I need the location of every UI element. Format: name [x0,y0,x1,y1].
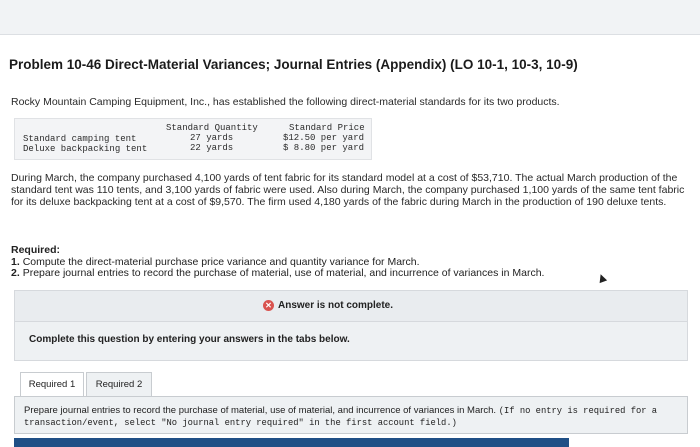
required-item-1-number: 1. [11,256,20,268]
tab-required-1[interactable]: Required 1 [20,372,84,398]
problem-paragraph: During March, the company purchased 4,100 yards of tent fabric for its standard model at a cost of $53,710. The actual March production of the standard tent was 110 tents, and 3,100 yards of fabric were used. Also during March, the company purchased 1,100 yards of the same tent fabric for its deluxe backpacking tent at a cost of $9,570. The firm used 4,180 yards of the fabric during March in the production of 190 deluxe tents. [11,172,685,208]
answer-status-bar [14,290,688,322]
panel-instruction [24,405,679,429]
top-band [0,0,700,35]
required-title: Required: [11,244,61,256]
row-quantity-deluxe-tent: 22 yards [190,143,234,153]
panel-instruction-text: Prepare journal entries to record the purchase of material, use of material, and incurrence of variances in March. [24,405,497,416]
instruction-bar [14,321,688,361]
intro-text: Rocky Mountain Camping Equipment, Inc., has established the following direct-material standards for its two products. [11,96,560,108]
panel-instruction-note: (If no entry is required for a transaction/event, select "No journal entry required" in the first account field.) [24,406,658,428]
row-price-standard-tent: $12.50 per yard [283,133,365,143]
answer-status-text: Answer is not complete. [278,300,394,311]
header-standard-price: Standard Price [289,123,365,133]
required-item-1-text: Compute the direct-material purchase price variance and quantity variance for March. [22,256,420,268]
row-price-deluxe-tent: $ 8.80 per yard [283,143,365,153]
header-standard-quantity: Standard Quantity [166,123,258,133]
error-x-icon: ✕ [263,300,274,311]
required-item-2 [11,267,544,279]
required-item-2-number: 2. [11,267,20,279]
row-product-standard-tent: Standard camping tent [23,134,137,144]
complete-instruction: Complete this question by entering your answers in the tabs below. [29,334,350,345]
row-quantity-standard-tent: 27 yards [190,133,234,143]
required-item-2-text: Prepare journal entries to record the purchase of material, use of material, and incurrence of variances in March. [22,267,545,279]
problem-title: Problem 10-46 Direct-Material Variances; Journal Entries (Appendix) (LO 10-1, 10-3, 10-9) [9,57,578,72]
journal-entry-header-strip [14,438,569,447]
standards-table [14,118,372,160]
tab-panel-required-2 [14,396,688,434]
mouse-cursor-icon [597,273,607,283]
tab-required-2[interactable]: Required 2 [86,372,152,398]
row-product-deluxe-tent: Deluxe backpacking tent [23,144,148,154]
